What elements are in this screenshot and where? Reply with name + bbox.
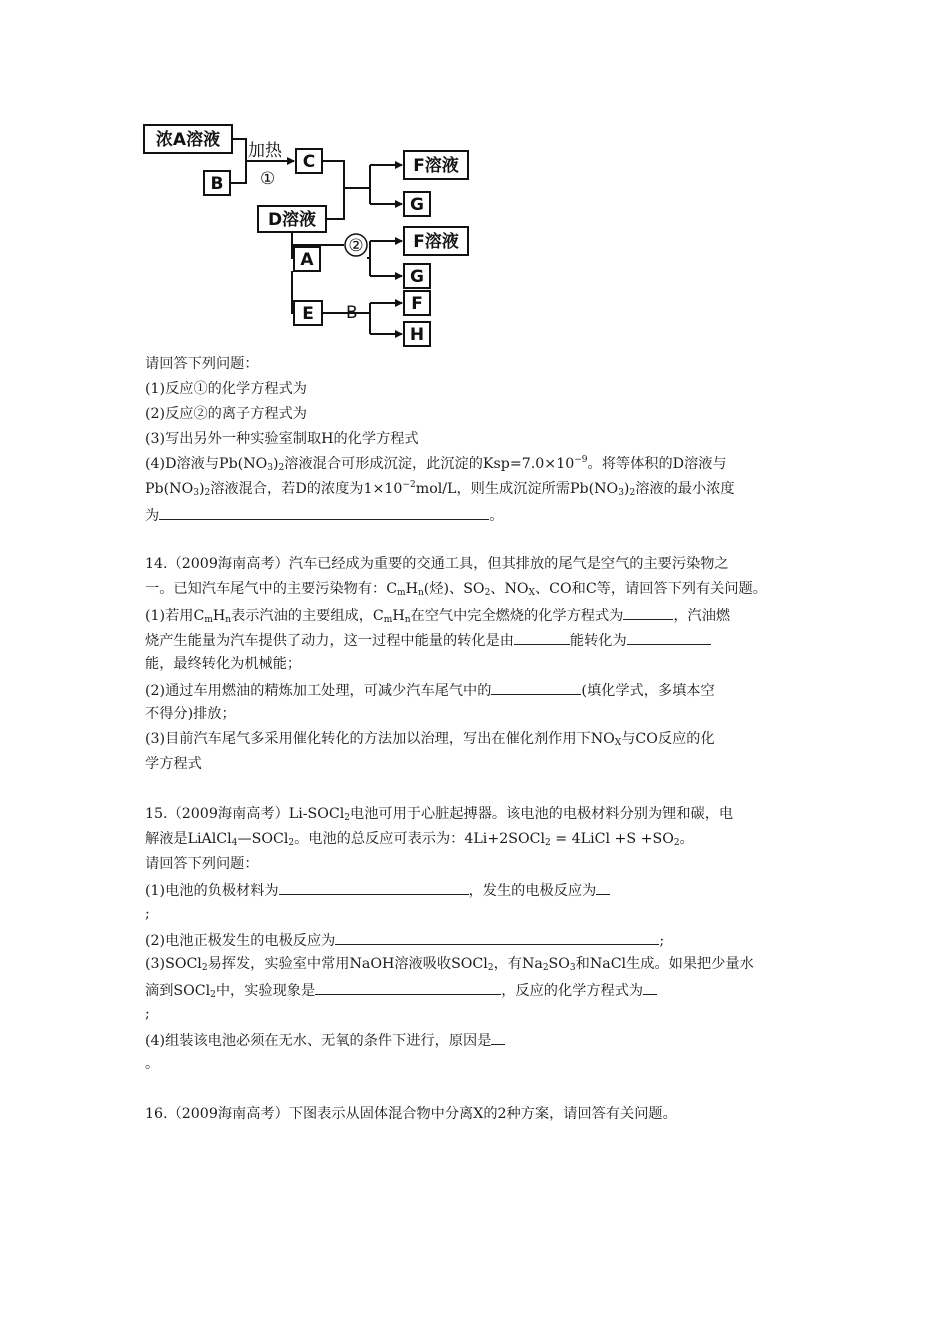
box-d-label: D溶液	[267, 210, 317, 230]
q16-line-1: 16.（2009海南高考）下图表示从固体混合物中分离X的2种方案，请回答有关问题。	[145, 1106, 677, 1122]
reaction-1-label: ①	[260, 169, 276, 189]
q13-part-4-line-3: 为 。	[145, 502, 810, 527]
box-a-label: A	[300, 250, 314, 270]
box-b-top-label: B	[210, 174, 224, 194]
q13-part-2: (2)反应②的离子方程式为	[145, 406, 307, 422]
q15-line-1: 15.（2009海南高考）Li-SOCl$_2$电池可用于心脏起搏器。该电池的电极材料分别为锂和碳，电	[145, 806, 734, 823]
q13-part-3: (3)写出另外一种实验室制取H的化学方程式	[145, 431, 419, 447]
q15-line-11: 。	[145, 1056, 160, 1072]
answer-blank[interactable]	[514, 627, 570, 645]
answer-blank[interactable]	[643, 977, 657, 995]
answer-blank[interactable]	[315, 977, 501, 995]
box-e-label: E	[302, 304, 314, 324]
box-f-solution-2-label: F溶液	[413, 232, 459, 252]
q15-line-5: ;	[145, 906, 150, 922]
q14-line-8: (3)目前汽车尾气多采用催化转化的方法加以治理，写出在催化剂作用下$NO_X$与CO反应的化	[145, 731, 715, 748]
q14-line-9: 学方程式	[145, 756, 202, 772]
box-h-label: H	[409, 325, 425, 345]
answer-blank[interactable]	[596, 877, 610, 895]
q14-line-4: 烧产生能量为汽车提供了动力，这一过程中能量的转化是由 能转化为	[145, 627, 810, 652]
q15-line-9: ;	[145, 1006, 150, 1022]
answer-blank[interactable]	[491, 1027, 505, 1045]
q15-line-3: 请回答下列问题：	[145, 856, 259, 872]
q15-line-10: (4)组装该电池必须在无水、无氧的条件下进行，原因是	[145, 1027, 810, 1052]
reaction-flow-diagram	[140, 118, 480, 350]
answer-blank[interactable]	[335, 927, 659, 945]
box-conc-a-label: 浓A溶液	[155, 130, 221, 150]
question-text	[145, 352, 810, 1127]
q14-line-1: 14.（2009海南高考）汽车已经成为重要的交通工具，但其排放的尾气是空气的主要污染物之	[145, 556, 729, 572]
q15-line-7: (3)SOCl$_2$易挥发，实验室中常用NaOH溶液吸收SOCl$_2$，有$Na_2SO_3$和NaCl生成。如果把少量水	[145, 956, 754, 973]
answer-blank[interactable]	[623, 602, 673, 620]
answer-blank[interactable]	[491, 677, 581, 695]
answer-blank[interactable]	[279, 877, 469, 895]
q15-line-6: (2)电池正极发生的电极反应为 ;	[145, 927, 810, 952]
q14-line-7: 不得分)排放；	[145, 706, 236, 722]
q14-line-5: 能，最终转化为机械能；	[145, 656, 302, 672]
q15-line-8: 滴到SOCl$_2$中，实验现象是 ，反应的化学方程式为	[145, 977, 810, 1002]
q13-part-4-line-2: $Pb(NO_3)_2$溶液混合，若D的浓度为$1\times 10^{-2}mol/L$，则生成沉淀所需$Pb(NO_3)_2$溶液的最小浓度	[145, 480, 735, 498]
reaction-2-label: ②	[348, 236, 364, 256]
box-f-label: F	[411, 294, 423, 314]
q15-line-4: (1)电池的负极材料为 ，发生的电极反应为	[145, 877, 810, 902]
box-g-2-label: G	[410, 267, 424, 287]
q15-line-2: 解液是LiAlCl$_4$—SOCl$_2$。电池的总反应可表示为：4Li+2SOCl$_2$ = 4LiCl $+S +SO_2$。	[145, 831, 694, 848]
b-middle-label: B	[346, 303, 358, 323]
box-f-solution-1-label: F溶液	[413, 156, 459, 176]
answer-blank[interactable]	[159, 502, 489, 520]
answer-blank[interactable]	[627, 627, 711, 645]
box-c-label: C	[302, 152, 316, 172]
q13-part-4-line-1: (4)D溶液与$Pb(NO_3)_2$溶液混合可形成沉淀，此沉淀的$Ksp=7.0\times 10^{-9}$。将等体积的D溶液与	[145, 455, 727, 473]
q14-line-2: 一。已知汽车尾气中的主要污染物有：$C_mH_n$(烃)、$SO_2$、$NO_X$、CO和C等，请回答下列有关问题。	[145, 581, 767, 598]
q14-line-3: (1)若用$C_mH_n$表示汽油的主要组成，$C_mH_n$在空气中完全燃烧的化学方程式为 ，汽油燃	[145, 602, 810, 627]
q13-part-1: (1)反应①的化学方程式为	[145, 381, 307, 397]
q14-line-6: (2)通过车用燃油的精炼加工处理，可减少汽车尾气中的 (填化学式，多填本空	[145, 677, 810, 702]
q13-intro: 请回答下列问题：	[145, 356, 259, 372]
heat-label: 加热	[248, 141, 282, 161]
box-g-1-label: G	[410, 195, 424, 215]
